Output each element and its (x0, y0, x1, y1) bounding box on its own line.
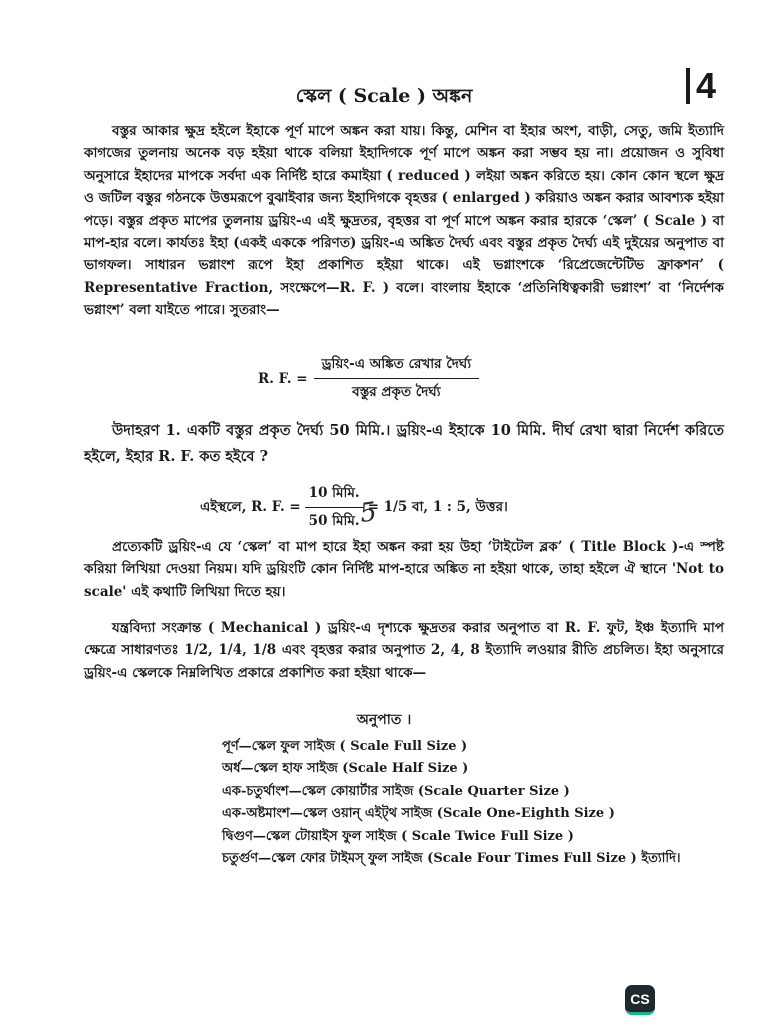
example-calculation (200, 482, 508, 533)
list-item: এক-অষ্টমাংশ—স্কেল ওয়ান্ এইট্থ সাইজ (Scale One-Eighth Size ) (222, 806, 615, 822)
example-paragraph: উদাহরণ 1. একটি বস্তুর প্রকৃত দৈর্ঘ্য 50 মিমি.। ড্রয়িং-এ ইহাকে 10 মিমি. দীর্ঘ রেখা দ্বারা নির্দেশ করিতে হইলে, ইহার R. F. কত হইবে ? (84, 422, 724, 465)
scale-list (222, 736, 681, 870)
chapter-title: স্কেল ( Scale ) অঙ্কন (295, 85, 473, 107)
mechanical-ratio-note: যন্ত্রবিদ্যা সংক্রান্ত ( Mechanical ) ড্রয়িং-এ দৃশ্যকে ক্ষুদ্রতর করার অনুপাত বা R. F. ফুট, ইঞ্চ ইত্যাদি মাপ ক্ষেত্রে সাধারণতঃ 1/2, 1/4, 1/8 এবং বৃহত্তর করার অনুপাত 2, 4, 8 ইত্যাদি লওয়ার রীতি প্রচলিত। ইহা অনুসারে ড্রয়িং-এ স্কেলকে নিম্নলিখিত প্রকারে প্রকাশিত করা হইয়া থাকে— (84, 620, 724, 681)
example-calc-prefix: এইস্থলে, R. F. = (200, 499, 301, 515)
handwritten-scribble: 5 (357, 496, 379, 530)
list-item: চতুর্গুণ—স্কেল ফোর টাইমস্ ফুল সাইজ (Scale Four Times Full Size ) ইত্যাদি। (222, 851, 681, 867)
example-calc-denominator: 50 মিমি. (308, 513, 360, 529)
rf-formula-denominator: বস্তুর প্রকৃত দৈর্ঘ্য (352, 384, 441, 400)
page-number: 4 (686, 68, 716, 104)
example-calc-result: = 1/5 বা, 1 : 5, উত্তর। (367, 499, 508, 515)
example-calc-fraction (305, 482, 364, 533)
list-item: অর্ধ—স্কেল হাফ সাইজ (Scale Half Size ) (222, 761, 469, 777)
example-calc-numerator: 10 মিমি. (305, 482, 364, 508)
ratio-heading: অনুপাত । (356, 712, 412, 728)
intro-paragraph: বস্তুর আকার ক্ষুদ্র হইলে ইহাকে পূর্ণ মাপে অঙ্কন করা যায়। কিন্তু, মেশিন বা ইহার অংশ, বাড়ী, সেতু, জমি ইত্যাদি কাগজের তুলনায় অনেক বড় হইয়া থাকে বলিয়া ইহাদিগকে পূর্ণ মাপে অঙ্কন করা সম্ভব হয় না। প্রয়োজন ও সুবিধা অনুসারে ইহাদের মাপকে সর্বদা এক নির্দিষ্ট হারে কমাইয়া ( reduced ) লইয়া অঙ্কন করিতে হয়। কোন কোন স্থলে ক্ষুদ্র ও জটিল বস্তুর গঠনকে উত্তমরূপে বুঝাইবার জন্য ইহাদিগকে বৃহত্তর ( enlarged ) করিয়াও অঙ্কন করার আবশ্যক হইয়া পড়ে। বস্তুর প্রকৃত মাপের তুলনায় ড্রয়িং-এ এই ক্ষুদ্রতর, বৃহত্তর বা পূর্ণ মাপে অঙ্কন করার হারকে ‘স্কেল’ ( Scale ) বা মাপ-হার বলে। কার্যতঃ ইহা (একই এককে পরিণত) ড্রয়িং-এ অঙ্কিত দৈর্ঘ্য এবং বস্তুর প্রকৃত দৈর্ঘ্য এই দুইয়ের অনুপাত বা ভাগফল। সাধারন ভগ্নাংশ রূপে ইহা প্রকাশিত হইয়া থাকে। এই ভগ্নাংশকে ‘রিপ্রেজেন্টেটিভ ফ্রাকশন’ ( Representative Fraction, সংক্ষেপে—R. F. ) বলে। বাংলায় ইহাকে ‘প্রতিনিধিত্বকারী ভগ্নাংশ’ বা ‘নির্দেশক ভগ্নাংশ’ বলা যাইতে পারে। সুতরাং— (84, 123, 724, 319)
camscanner-logo-icon: CS (625, 985, 655, 1015)
title-block-note: প্রত্যেকটি ড্রয়িং-এ যে ‘স্কেল’ বা মাপ হারে ইহা অঙ্কন করা হয় উহা ‘টাইটেল ব্লক’ ( Title Block )-এ স্পষ্ট করিয়া লিখিয়া দেওয়া নিয়ম। যদি ড্রয়িংটি কোন নির্দিষ্ট মাপ-হারে অঙ্কিত না হইয়া থাকে, তাহা হইলে ঐ স্থানে 'Not to scale' এই কথাটি লিখিয়া দিতে হয়। (84, 539, 724, 600)
rf-formula-numerator: ড্রয়িং-এ অঙ্কিত রেখার দৈর্ঘ্য (314, 353, 480, 379)
list-item: দ্বিগুণ—স্কেল টোয়াইস ফুল সাইজ ( Scale Twice Full Size ) (222, 828, 574, 844)
rf-formula (258, 353, 479, 404)
list-item: পূর্ণ—স্কেল ফুল সাইজ ( Scale Full Size ) (222, 739, 468, 754)
rf-formula-lhs: R. F. = (258, 370, 308, 387)
rf-formula-fraction (314, 353, 480, 404)
list-item: এক-চতুর্থাংশ—স্কেল কোয়ার্টার সাইজ (Scale Quarter Size ) (222, 783, 570, 799)
